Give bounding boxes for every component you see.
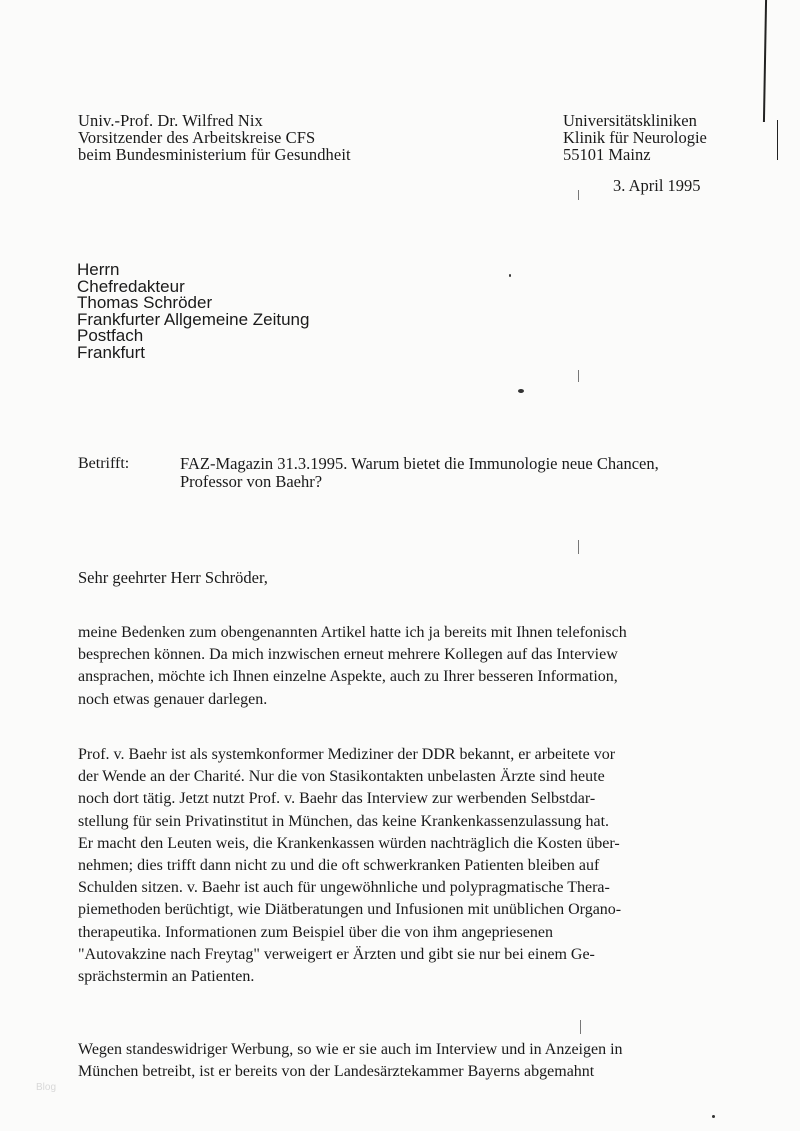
recipient-line: Chefredakteur (77, 276, 185, 296)
body-line: Er macht den Leuten weis, die Krankenkassen würden nachträglich die Kosten über- (78, 834, 620, 852)
body-line: therapeutika. Informationen zum Beispiel über die von ihm angepriesenen (78, 923, 553, 941)
scan-mark (580, 1020, 581, 1034)
body-line: besprechen können. Da mich inzwischen erneut mehrere Kollegen auf das Interview (78, 646, 618, 664)
institution-line: Klinik für Neurologie (563, 128, 707, 147)
body-line: stellung für sein Privatinstitut in München, das keine Krankenkassenzulassung hat. (78, 812, 610, 830)
sender-line: beim Bundesministerium für Gesundheit (78, 145, 351, 164)
body-paragraph (78, 744, 621, 988)
body-line: piemethoden berüchtigt, wie Diätberatungen und Infusionen mit unüblichen Organo- (78, 901, 622, 919)
body-line: noch etwas genauer darlegen. (78, 690, 268, 708)
subject-label: Betrifft: (78, 455, 130, 472)
scan-edge-line (777, 120, 778, 160)
subject-line: FAZ-Magazin 31.3.1995. Warum bietet die Immunologie neue Chancen, (180, 454, 659, 473)
sender-line: Univ.-Prof. Dr. Wilfred Nix (78, 111, 263, 130)
scan-speck (712, 1115, 715, 1118)
recipient-line: Thomas Schröder (77, 293, 213, 313)
subject-text (180, 455, 659, 491)
body-line: Wegen standeswidriger Werbung, so wie er sie auch im Interview und in Anzeigen in (78, 1041, 623, 1058)
scan-edge-line (763, 0, 767, 122)
recipient-line: Herrn (77, 260, 120, 279)
scan-mark (578, 190, 579, 200)
body-line: Schulden sitzen. v. Baehr ist auch für ungewöhnliche und polypragmatische Thera- (78, 879, 610, 897)
recipient-line: Frankfurt (77, 342, 146, 362)
subject-line: Professor von Baehr? (180, 472, 323, 491)
body-line: ansprachen, möchte ich Ihnen einzelne Aspekte, auch zu Ihrer besseren Information, (78, 668, 618, 686)
scan-speck (518, 389, 524, 393)
letter-date: 3. April 1995 (613, 176, 701, 195)
scan-mark (578, 540, 579, 554)
sender-line: Vorsitzender des Arbeitskreise CFS (78, 128, 316, 147)
body-line: nehmen; dies trifft dann nicht zu und die oft schwerkranken Patienten bleiben auf (78, 857, 600, 875)
body-line: Prof. v. Baehr ist als systemkonformer Mediziner der DDR bekannt, er arbeitete vor (78, 746, 616, 763)
salutation: Sehr geehrter Herr Schröder, (78, 568, 268, 587)
institution-line: Universitätskliniken (563, 111, 697, 130)
body-line: "Autovakzine nach Freytag" verweigert er Ärzten und gibt sie nur bei einem Ge- (78, 945, 595, 963)
recipient-address (77, 262, 309, 362)
sender-block (78, 112, 351, 163)
scan-speck (509, 274, 511, 277)
scan-mark (578, 370, 579, 382)
body-line: sprächstermin an Patienten. (78, 968, 255, 986)
body-line: noch dort tätig. Jetzt nutzt Prof. v. Baehr das Interview zur werbenden Selbstdar- (78, 790, 596, 808)
recipient-line: Postfach (77, 326, 144, 346)
recipient-line: Frankfurter Allgemeine Zeitung (77, 309, 310, 329)
body-paragraph (78, 1039, 623, 1083)
institution-block (563, 112, 707, 163)
institution-line: 55101 Mainz (563, 145, 651, 164)
body-line: München betreibt, ist er bereits von der Landesärztekammer Bayerns abgemahnt (78, 1063, 595, 1081)
body-paragraph (78, 622, 627, 711)
body-line: der Wende an der Charité. Nur die von Stasikontakten unbelasten Ärzte sind heute (78, 768, 605, 786)
watermark: Blog (36, 1082, 57, 1093)
body-line: meine Bedenken zum obengenannten Artikel hatte ich ja bereits mit Ihnen telefonisch (78, 624, 627, 641)
